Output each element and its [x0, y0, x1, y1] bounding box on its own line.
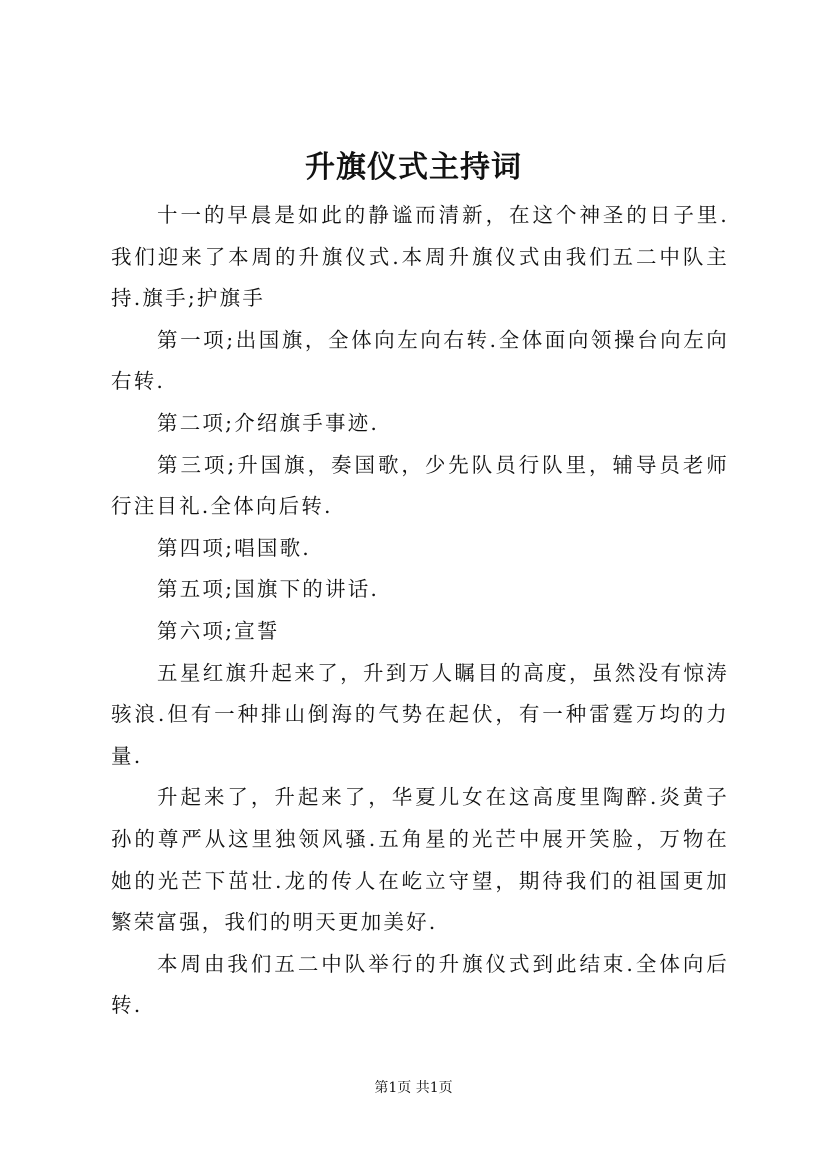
paragraph-rising-praise: 升起来了，升起来了，华夏儿女在这高度里陶醉.炎黄子孙的尊严从这里独领风骚.五角星的光芒中展开笑脸，万物在她的光芒下茁壮.龙的传人在屹立守望，期待我们的祖国更加繁荣富强，我们的明天更加美好. — [111, 785, 729, 935]
page-number-footer: 第1页 共1页 — [374, 1080, 453, 1096]
document-body — [111, 195, 729, 1027]
paragraph-item-2: 第二项;介绍旗手事迹. — [157, 410, 380, 435]
paragraph-item-4: 第四项;唱国歌. — [157, 535, 312, 560]
paragraph-item-5: 第五项;国旗下的讲话. — [157, 577, 380, 602]
paragraph-item-3: 第三项;升国旗，奏国歌，少先队员行队里，辅导员老师行注目礼.全体向后转. — [111, 452, 729, 519]
document-title: 升旗仪式主持词 — [305, 150, 522, 185]
paragraph-intro: 十一的早晨是如此的静谧而清新，在这个神圣的日子里.我们迎来了本周的升旗仪式.本周升旗仪式由我们五二中队主持.旗手;护旗手 — [111, 203, 729, 311]
paragraph-closing: 本周由我们五二中队举行的升旗仪式到此结束.全体向后转. — [111, 951, 729, 1018]
paragraph-flag-rising: 五星红旗升起来了，升到万人瞩目的高度，虽然没有惊涛骇浪.但有一种排山倒海的气势在起伏，有一种雷霆万均的力量. — [111, 660, 729, 768]
paragraph-item-6: 第六项;宣誓 — [157, 618, 280, 643]
paragraph-item-1: 第一项;出国旗，全体向左向右转.全体面向领操台向左向右转. — [111, 327, 729, 394]
